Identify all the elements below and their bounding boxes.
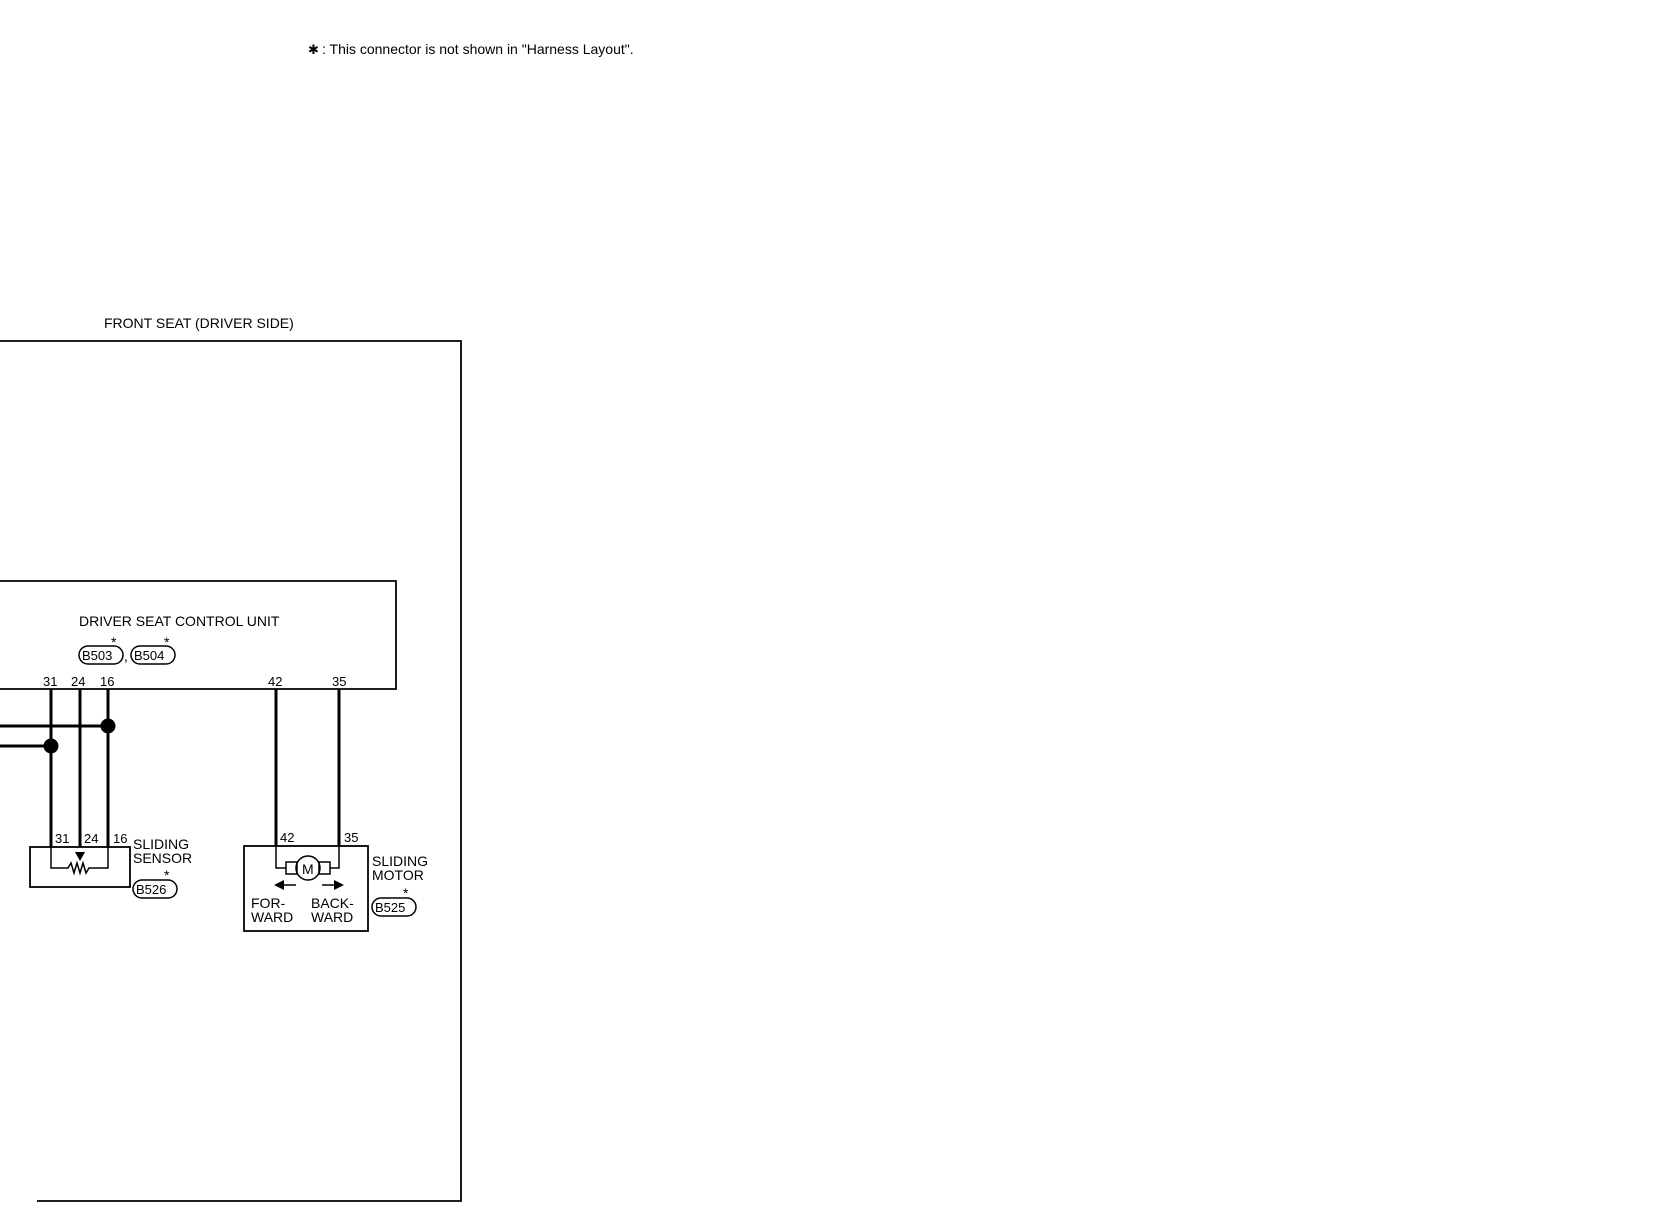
backward-arrow-icon — [334, 880, 344, 890]
unit-pin-42: 42 — [268, 674, 283, 689]
sensor-pin-24: 24 — [84, 831, 99, 846]
motor-symbol-m: M — [302, 861, 314, 877]
splice-dot-upper — [101, 719, 116, 734]
connector-separator: , — [124, 648, 128, 664]
asterisk-b526: * — [164, 867, 170, 883]
connector-label-b525: B525 — [375, 900, 406, 915]
unit-pin-31: 31 — [43, 674, 58, 689]
backward-label-line2: WARD — [311, 909, 354, 925]
note-text: : This connector is not shown in "Harness Layout". — [322, 41, 634, 57]
connector-label-b504: B504 — [134, 648, 165, 663]
control-unit-label: DRIVER SEAT CONTROL UNIT — [79, 613, 280, 629]
sliding-sensor — [30, 831, 192, 898]
unit-pin-35: 35 — [332, 674, 347, 689]
sensor-pin-16: 16 — [113, 831, 128, 846]
control-unit-box — [0, 581, 396, 689]
wires — [0, 689, 339, 847]
asterisk-b504: * — [164, 634, 170, 650]
splice-dot-lower — [44, 739, 59, 754]
motor-lead-right — [330, 846, 339, 868]
backward-label-line1: BACK- — [311, 895, 354, 911]
motor-name-line2: MOTOR — [372, 867, 424, 883]
driver-seat-control-unit — [0, 581, 396, 689]
unit-pin-16: 16 — [100, 674, 115, 689]
note-marker: ✱ — [308, 42, 319, 57]
unit-pin-24: 24 — [71, 674, 86, 689]
motor-name-line1: SLIDING — [372, 853, 429, 869]
asterisk-b503: * — [111, 634, 117, 650]
connector-note — [308, 41, 634, 57]
potentiometer-wiper-arrow — [75, 852, 85, 861]
motor-lead-left — [276, 846, 286, 868]
sensor-name-line1: SLIDING — [133, 836, 190, 852]
motor-pin-35: 35 — [344, 830, 359, 845]
motor-pin-42: 42 — [280, 830, 295, 845]
frame-title: FRONT SEAT (DRIVER SIDE) — [104, 315, 294, 331]
asterisk-b525: * — [403, 885, 409, 901]
sensor-name-line2: SENSOR — [133, 850, 193, 866]
frame-border — [0, 341, 461, 1201]
forward-label-line2: WARD — [251, 909, 294, 925]
front-seat-frame — [0, 315, 461, 1201]
sliding-motor — [244, 830, 428, 931]
connector-label-b526: B526 — [136, 882, 167, 897]
forward-arrow-icon — [274, 880, 284, 890]
connector-label-b503: B503 — [82, 648, 113, 663]
sensor-pin-31: 31 — [55, 831, 70, 846]
forward-label-line1: FOR- — [251, 895, 286, 911]
